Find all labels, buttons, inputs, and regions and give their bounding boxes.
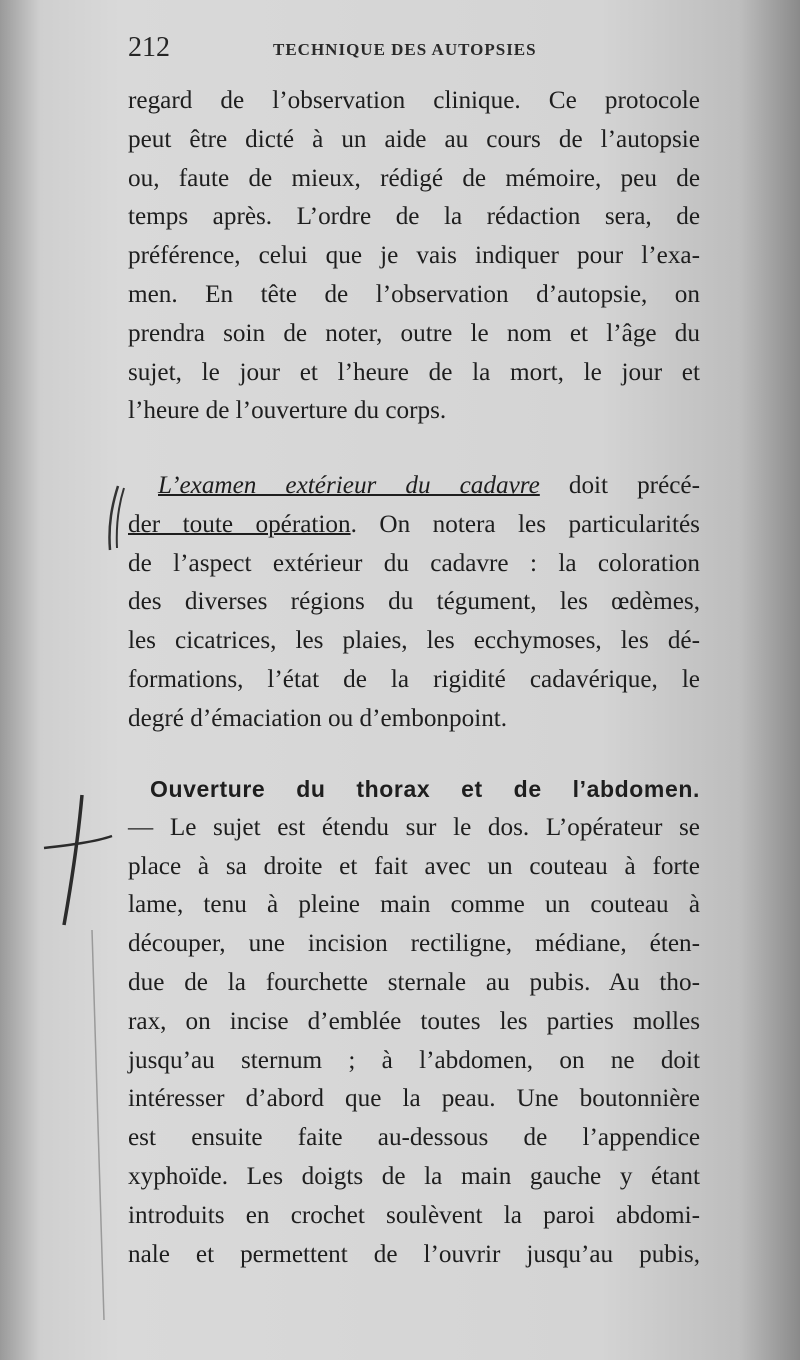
page-number: 212 [128, 32, 170, 63]
text-line: due de la fourchette sternale au pubis. Au tho- [128, 968, 700, 996]
line-rest: doit précé- [539, 472, 700, 499]
text-line: de l’aspect extérieur du cadavre : la coloration [128, 549, 700, 577]
text-line: degré d’émaciation ou d’embonpoint. [128, 704, 508, 732]
text-line: formations, l’état de la rigidité cadavérique, le [128, 665, 700, 693]
text-line: men. En tête de l’observation d’autopsie, on [128, 280, 700, 308]
text-line: peut être dicté à un aide au cours de l’autopsie [128, 125, 700, 153]
text-line: découper, une incision rectiligne, médiane, éten- [128, 930, 700, 958]
text-line: préférence, celui que je vais indiquer pour l’exa- [128, 242, 700, 270]
line-rest: . On notera les particularités [350, 510, 700, 538]
text-line: prendra soin de noter, outre le nom et l’âge du [128, 319, 700, 347]
text-line: sujet, le jour et l’heure de la mort, le jour et [128, 358, 700, 386]
text-line: xyphoïde. Les doigts de la main gauche y étant [128, 1162, 700, 1190]
text-line: lame, tenu à pleine main comme un couteau à [128, 891, 700, 919]
text-line: les cicatrices, les plaies, les ecchymoses, les dé- [128, 627, 700, 655]
text-line: ou, faute de mieux, rédigé de mémoire, peu de [128, 164, 700, 192]
text-line: introduits en crochet soulèvent la paroi abdomi- [128, 1201, 700, 1229]
emphasized-phrase: L’examen extérieur du cadavre [158, 472, 540, 499]
section-heading: Ouverture du thorax et de l’abdomen. [150, 776, 700, 802]
text-line: est ensuite faite au-dessous de l’appendice [128, 1124, 700, 1152]
text-line: rax, on incise d’emblée toutes les parties molles [128, 1007, 700, 1035]
margin-cross-vertical [64, 795, 82, 925]
text-line: jusqu’au sternum ; à l’abdomen, on ne doit [128, 1046, 700, 1074]
running-title: TECHNIQUE DES AUTOPSIES [273, 40, 537, 59]
faint-margin-line [92, 930, 104, 1320]
text-line: — Le sujet est étendu sur le dos. L’opérateur se [128, 813, 700, 841]
text-line: l’heure de l’ouverture du corps. [128, 397, 447, 425]
text-line: temps après. L’ordre de la rédaction sera, de [128, 203, 700, 231]
text-line: des diverses régions du tégument, les œdèmes, [128, 588, 700, 616]
underlined-phrase: der toute opération [128, 510, 351, 538]
text-line: intéresser d’abord que la peau. Une boutonnière [128, 1085, 700, 1113]
text-line: place à sa droite et fait avec un couteau à forte [128, 852, 700, 880]
text-line: regard de l’observation clinique. Ce protocole [128, 87, 700, 114]
margin-bracket-mark-2 [117, 488, 124, 548]
text-line: nale et permettent de l’ouvrir jusqu’au pubis, [128, 1240, 700, 1268]
